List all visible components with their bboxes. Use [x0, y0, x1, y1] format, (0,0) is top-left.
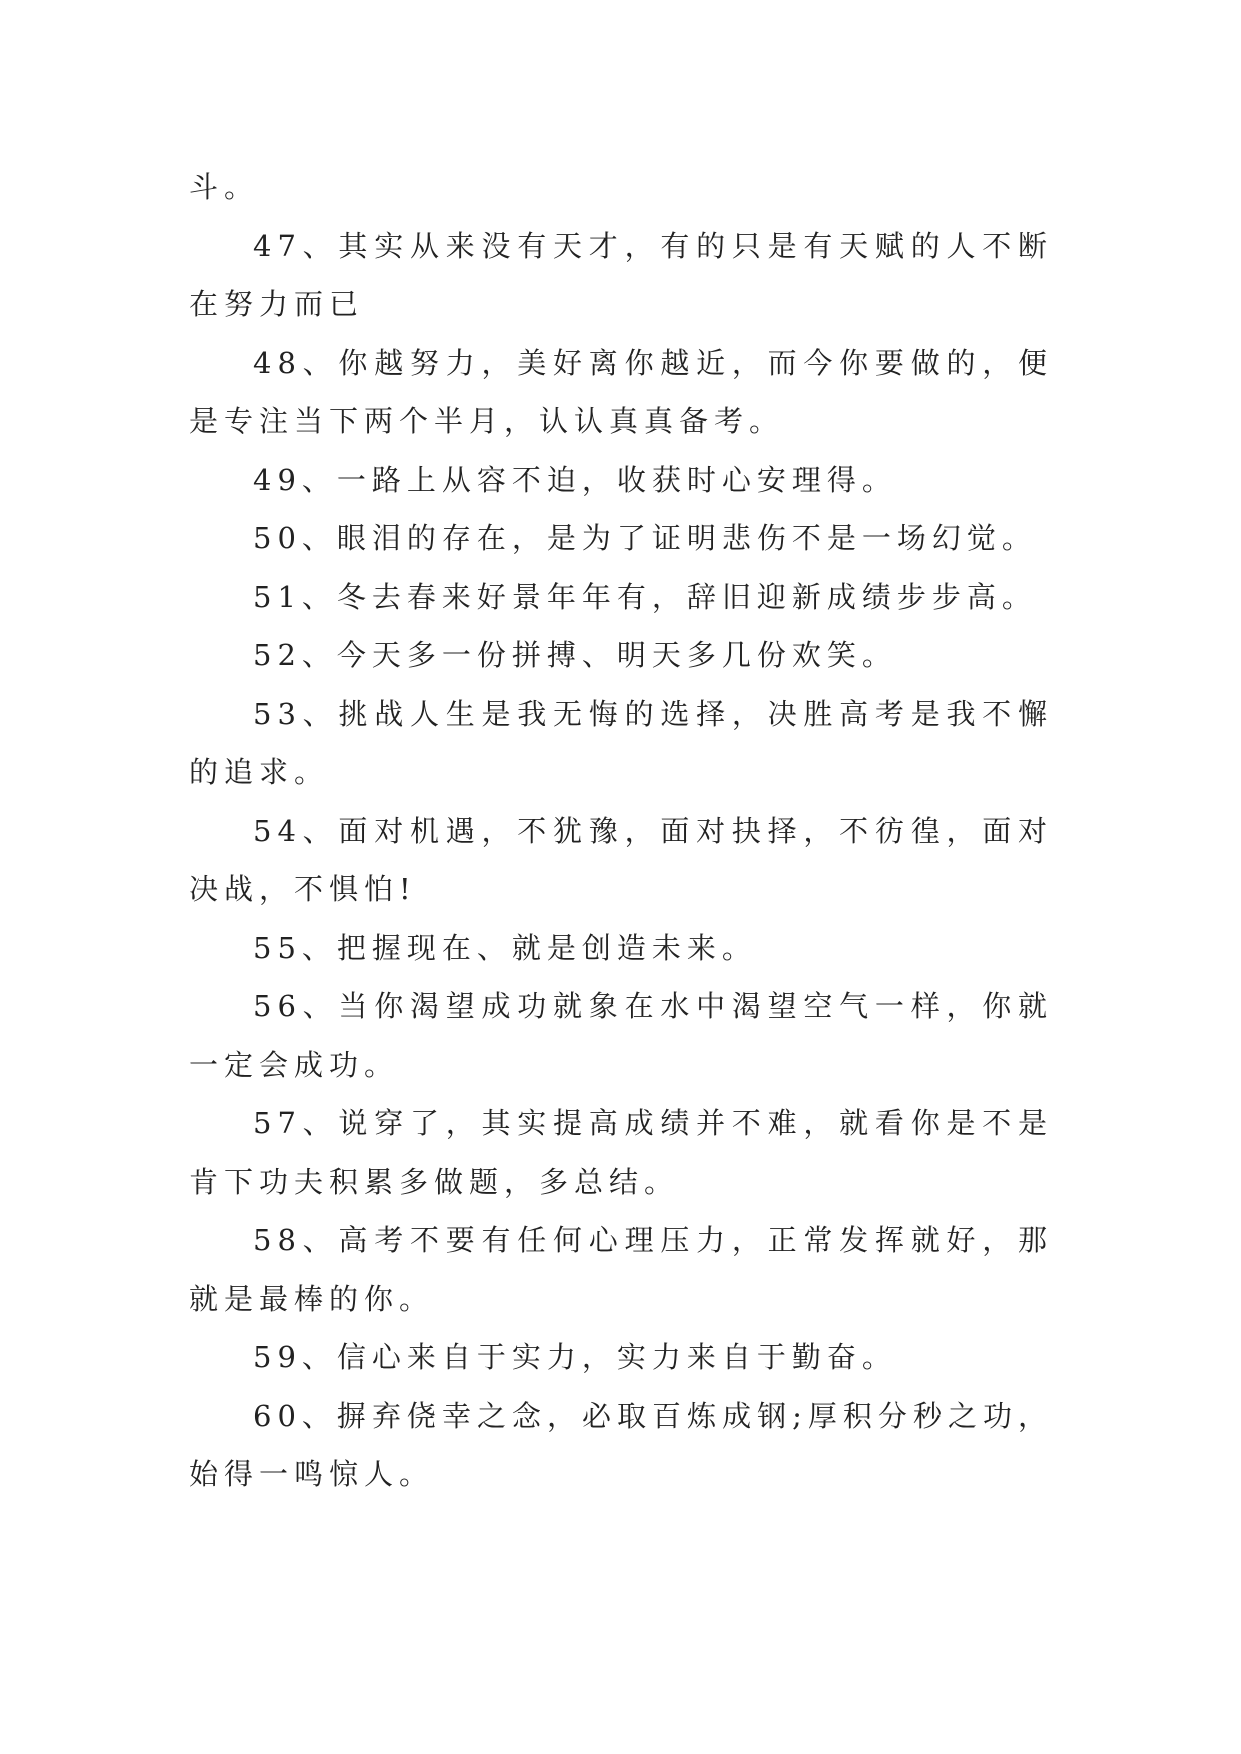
- paragraph-59: 59、信心来自于实力，实力来自于勤奋。: [253, 1340, 897, 1374]
- paragraph-55: 55、把握现在、就是创造未来。: [253, 930, 757, 965]
- document-body: [189, 158, 1053, 1504]
- paragraph-47: 47、其实从来没有天才，有的只是有天赋的人不断在努力而已: [189, 228, 1053, 321]
- paragraph-continuation: 斗。: [189, 170, 260, 204]
- paragraph-57: 57、说穿了，其实提高成绩并不难，就看你是不是肯下功夫积累多做题，多总结。: [189, 1106, 1053, 1199]
- paragraph-52: 52、今天多一份拼搏、明天多几份欢笑。: [253, 638, 897, 672]
- paragraph-60: 60、摒弃侥幸之念，必取百炼成钢;厚积分秒之功，始得一鸣惊人。: [189, 1398, 1053, 1491]
- paragraph-51: 51、冬去春来好景年年有，辞旧迎新成绩步步高。: [253, 579, 1037, 614]
- paragraph-56: 56、当你渴望成功就象在水中渴望空气一样，你就一定会成功。: [189, 989, 1053, 1082]
- paragraph-48: 48、你越努力，美好离你越近，而今你要做的，便是专注当下两个半月，认认真真备考。: [189, 345, 1053, 438]
- paragraph-53: 53、挑战人生是我无悔的选择，决胜高考是我不懈的追求。: [189, 696, 1053, 789]
- paragraph-54: 54、面对机遇，不犹豫，面对抉择，不彷徨，面对决战，不惧怕!: [189, 813, 1053, 906]
- paragraph-49: 49、一路上从容不迫，收获时心安理得。: [253, 462, 897, 497]
- paragraph-50: 50、眼泪的存在，是为了证明悲伤不是一场幻觉。: [253, 521, 1037, 555]
- paragraph-58: 58、高考不要有任何心理压力，正常发挥就好，那就是最棒的你。: [189, 1223, 1053, 1316]
